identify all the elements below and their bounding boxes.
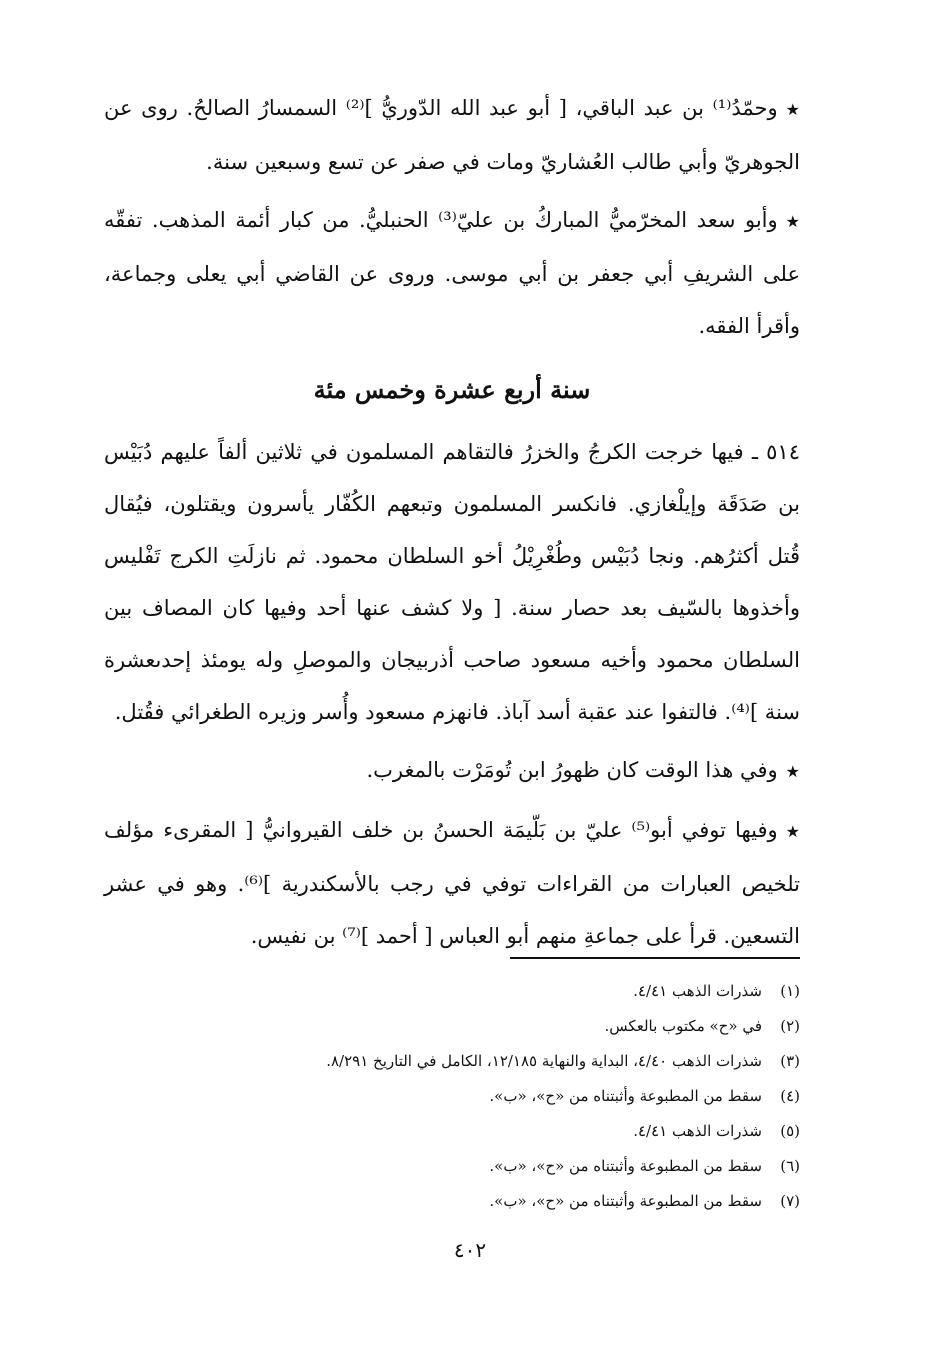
star-icon: ★ [785,212,800,231]
footnote-divider [510,957,800,959]
entry-text: وأبو سعد المخرّميُّ المباركُ بن عليّ⁽³⁾ الحنبليُّ. من كبار أئمة المذهب. تفقّه على الشريفِ أبي جعفر بن أبي موسى. وروى عن القاضي أبي يعلى وجماعة، وأقرأ الفقه. [104,208,800,338]
entry-paragraph [104,82,800,188]
footnote-item [104,1184,800,1219]
star-icon: ★ [785,762,800,781]
footnote-text: شذرات الذهب ٤/٤١. [633,982,762,1000]
footnote-number: (٦) [780,1157,800,1175]
footnotes [104,974,800,1219]
entry-paragraph [104,194,800,352]
main-text [104,82,800,962]
footnote-text: في «ح» مكتوب بالعكس. [604,1017,762,1035]
footnote-item [104,1009,800,1044]
star-icon: ★ [785,100,801,119]
section-heading: سنة أربع عشرة وخمس مئة [313,375,591,404]
footnote-item [104,1149,800,1184]
entry-text: وفيها توفي أبو⁽⁵⁾ عليّ بن بَلّيمَة الحسنُ بن خلف القيروانيُّ [ المقرىء مؤلف تلخيص العبارات من القراءات توفي في رجب بالأسكندرية ]⁽⁶⁾. وهو في عشر التسعين. قرأ على جماعةِ منهم أبو العباس [ أحمد ]⁽⁷⁾ بن نفيس. [104,818,800,948]
page-number: ٤٠٢ [453,1238,487,1262]
entry-text: وفي هذا الوقت كان ظهورُ ابن تُومَرْت بالمغرب. [366,758,778,782]
footnote-number: (٤) [780,1087,800,1105]
footnote-text: سقط من المطبوعة وأثبتناه من «ح»، «ب». [489,1157,762,1175]
footnote-number: (١) [780,982,800,1000]
footnote-item [104,1079,800,1114]
footnote-number: (٣) [780,1052,800,1070]
footnote-number: (٢) [780,1017,800,1035]
footnote-number: (٧) [780,1192,800,1210]
entry-paragraph [104,744,800,798]
footnote-item [104,974,800,1009]
star-icon: ★ [785,822,800,841]
footnote-text: سقط من المطبوعة وأثبتناه من «ح»، «ب». [489,1192,762,1210]
entry-paragraph [104,804,800,962]
footnote-text: شذرات الذهب ٤/٤١. [633,1122,762,1140]
footnote-item [104,1044,800,1079]
entry-text: وحمّدُ⁽¹⁾ بن عبد الباقي، [ أبو عبد الله الدّوريُّ ]⁽²⁾ السمسارُ الصالحُ. روى عن الجوهريّ وأبي طالب العُشاريّ ومات في صفر عن تسع وسبعين سنة. [104,96,800,174]
entry-paragraph [104,426,800,738]
footnote-item [104,1114,800,1149]
footnote-text: سقط من المطبوعة وأثبتناه من «ح»، «ب». [489,1087,762,1105]
footnote-number: (٥) [780,1122,800,1140]
footnote-text: شذرات الذهب ٤/٤٠، البداية والنهاية ١٢/١٨٥، الكامل في التاريخ ٨/٢٩١. [326,1052,762,1070]
entry-text: ٥١٤ ـ فيها خرجت الكرجُ والخزرُ فالتقاهم المسلمون في ثلاثين ألفاً عليهم دُبَيْس بن صَدَقَة وإيلْغازي. فانكسر المسلمون وتبعهم الكُفّار يأسرون ويقتلون، فيُقال قُتل أكثرُهم. ونجا دُبَيْس وطُغْرِيْلُ أخو السلطان محمود. ثم نازلَتِ الكرج تَفْليس وأخذوها بالسّيف بعد حصار سنة. [ ولا كشف عنها أحد وفيها كان المصاف بين السلطان محمود وأخيه مسعود صاحب أذربيجان والموصلِ وله يومئذ إحدىعشرة سنة ]⁽⁴⁾. فالتفوا عند عقبة أسد آباذ. فانهزم مسعود وأُسر وزيره الطغرائي فقُتل. [104,440,800,724]
